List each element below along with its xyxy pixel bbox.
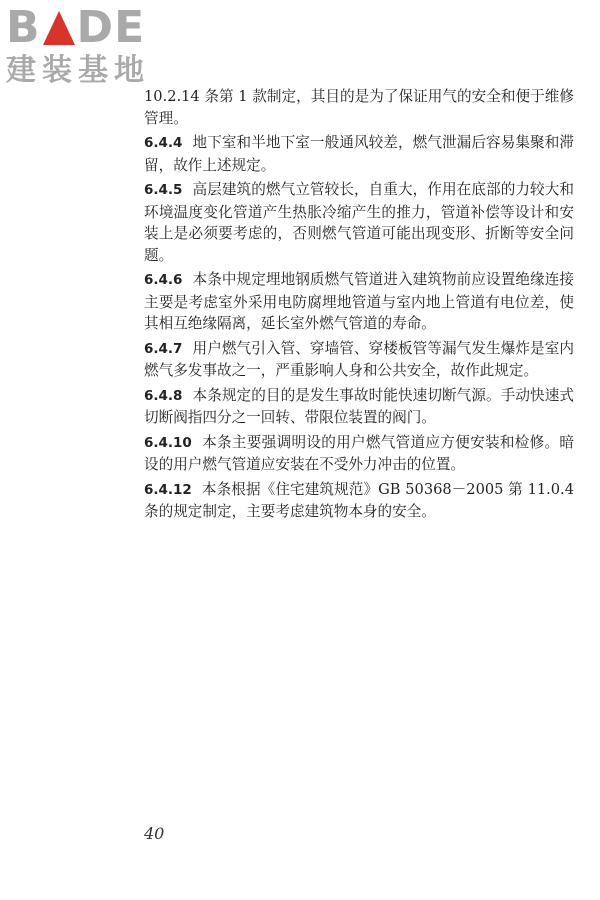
paragraph-text: 10.2.14 条第 1 款制定，其目的是为了保证用气的安全和便于维修管理。 (144, 88, 574, 127)
clause-6-4-12 (144, 479, 574, 523)
paragraph-text: 本条规定的目的是发生事故时能快速切断气源。手动快速式切断阀指四分之一回转、带限位装置的阀门。 (144, 386, 574, 426)
logo-letters-de: DE (76, 2, 146, 53)
bade-logo (6, 4, 176, 96)
logo-wordmark (6, 4, 176, 52)
clause-number: 6.4.5 (144, 182, 183, 198)
paragraph-text: 用户燃气引入管、穿墙管、穿楼板管等漏气发生爆炸是室内燃气多发事故之一，严重影响人身和公共安全，故作此规定。 (144, 339, 574, 379)
paragraph-continuation (144, 86, 574, 129)
clause-number: 6.4.7 (144, 340, 183, 357)
paragraph-text: 高层建筑的燃气立管较长，自重大，作用在底部的力较大和环境温度变化管道产生热胀冷缩产生的推力，管道补偿等设计和安装上是必须要考虑的，否则燃气管道可能出现变形、折断等安全问题。 (144, 181, 574, 264)
page-number: 40 (144, 824, 165, 843)
logo-chinese-text: 建装基地 (6, 53, 150, 88)
paragraph-text: 本条根据《住宅建筑规范》GB 50368－2005 第 11.0.4 条的规定制定，主要考虑建筑物本身的安全。 (144, 480, 574, 520)
clause-6-4-5 (144, 179, 574, 266)
clause-6-4-10 (144, 432, 574, 476)
document-body (144, 86, 574, 526)
logo-letter-b: B (6, 2, 41, 53)
clause-number: 6.4.12 (144, 481, 192, 498)
clause-6-4-7 (144, 338, 574, 382)
clause-6-4-4 (144, 132, 574, 176)
logo-triangle-icon (43, 11, 75, 45)
clause-6-4-6 (144, 269, 574, 335)
paragraph-text: 本条中规定埋地钢质燃气管道进入建筑物前应设置绝缘连接主要是考虑室外采用电防腐埋地管道与室内地上管道有电位差，使其相互绝缘隔离，延长室外燃气管道的寿命。 (144, 271, 574, 332)
paragraph-text: 本条主要强调明设的用户燃气管道应方便安装和检修。暗设的用户燃气管道应安装在不受外力冲击的位置。 (144, 433, 574, 473)
clause-number: 6.4.8 (144, 387, 183, 404)
clause-number: 6.4.10 (144, 434, 192, 451)
clause-6-4-8 (144, 385, 574, 429)
clause-number: 6.4.4 (144, 135, 183, 151)
clause-number: 6.4.6 (144, 272, 183, 288)
paragraph-text: 地下室和半地下室一般通风较差，燃气泄漏后容易集聚和滞留，故作上述规定。 (144, 134, 574, 174)
